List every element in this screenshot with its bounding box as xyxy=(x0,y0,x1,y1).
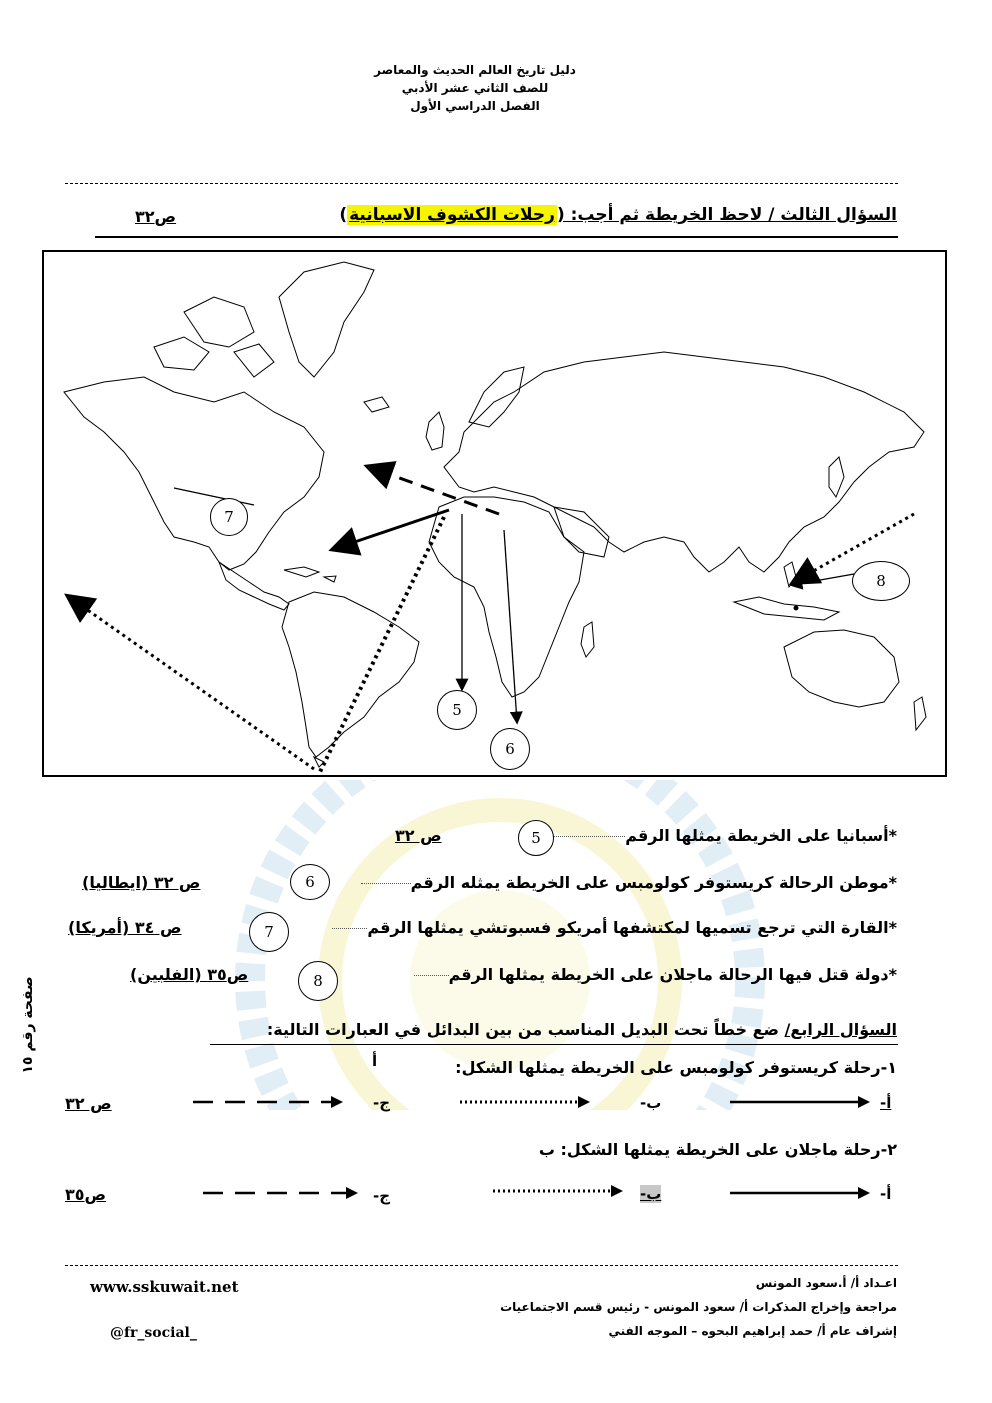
header-title-line2: للصف الثاني عشر الأدبي xyxy=(401,81,549,95)
q4-item-2-option-b: ب- xyxy=(640,1185,662,1203)
q3-item-4-answer: ص٣٥ (الفلبين) xyxy=(130,965,249,984)
landmass-greenland xyxy=(279,262,374,377)
pointer-6 xyxy=(504,530,517,722)
map-label-5: 5 xyxy=(437,690,477,730)
landmass-south-america xyxy=(282,592,419,757)
header-title-line3: الفصل الدراسي الأول xyxy=(410,99,540,113)
q3-item-1-answer: ص ٣٢ xyxy=(395,826,442,845)
footer-supervision: إشراف عام أ/ حمد إبراهيم البحوه – الموجه الفني xyxy=(608,1324,897,1338)
landmass-south-tip xyxy=(314,757,324,767)
q4-item-2-option-c: ج- xyxy=(373,1187,391,1205)
q4-item-2-option-a: أ- xyxy=(880,1185,892,1203)
map-label-6: 6 xyxy=(490,728,530,770)
landmass-new-zealand xyxy=(914,697,926,730)
q3-item-3-text: *القارة التي ترجع تسميها لمكتشفها أمريكو فسبوتشي يمثلها الرقم xyxy=(367,918,897,937)
landmass-north-america xyxy=(64,377,324,570)
q3-item-2-answer: ص ٣٢ (ايطاليا) xyxy=(82,873,201,892)
footer-prepared: اعـداد أ/ أ.سعود المونس xyxy=(755,1276,897,1290)
landmass-madagascar xyxy=(581,622,594,657)
page-number-text: صفحة رقم ١٥ xyxy=(20,976,36,1074)
q4-item-1-text: ١-رحلة كريستوفر كولومبس على الخريطة يمثلها الشكل: xyxy=(455,1058,897,1077)
landmass-central-america xyxy=(219,562,289,610)
landmass-indonesia xyxy=(734,597,839,620)
q4-underline xyxy=(210,1044,898,1045)
q3-item-1-text: *أسبانيا على الخريطة يمثلها الرقم xyxy=(625,826,897,845)
q4-item-2-dashed-arrow xyxy=(198,1183,363,1203)
landmass-philippines xyxy=(784,562,796,587)
q4-item-1-option-b: ب- xyxy=(640,1094,662,1112)
q4-item-2-page-ref: ص٣٥ xyxy=(65,1185,107,1204)
landmass-australia xyxy=(784,630,899,707)
answer-dots xyxy=(545,836,625,837)
q3-item-4-number: 8 xyxy=(298,961,338,1001)
q3-item-1 xyxy=(545,826,897,845)
footer-review: مراجعة وإخراج المذكرات أ/ سعود المونس - رئيس قسم الاجتماعيات xyxy=(500,1300,897,1314)
landmass-iceland xyxy=(364,397,389,412)
q4-title-rest: ضع خطاً تحت البديل المناسب من بين البدائل في العبارات التالية: xyxy=(266,1020,785,1039)
landmass-scandinavia xyxy=(469,367,524,427)
q3-item-2-text: *موطن الرحالة كريستوفر كولومبس على الخريطة يمثله الرقم xyxy=(410,873,897,892)
q4-title xyxy=(267,1020,897,1039)
footer-website-link[interactable]: www.sskuwait.net xyxy=(90,1278,239,1296)
q4-title-underlined: السؤال الرابع/ xyxy=(784,1020,897,1039)
answer-dots xyxy=(414,975,449,976)
map-label-8: 8 xyxy=(852,561,910,601)
q3-title xyxy=(339,205,897,225)
page-number-vertical xyxy=(12,960,52,1090)
q3-item-3 xyxy=(332,918,897,937)
answer-dots xyxy=(332,928,367,929)
q4-item-1-dotted-arrow xyxy=(455,1092,595,1112)
q4-item-1-option-c: ج- xyxy=(373,1094,391,1112)
q3-item-2 xyxy=(361,873,897,892)
q4-item-2-dotted-arrow xyxy=(488,1181,628,1201)
landmass-japan xyxy=(829,457,844,497)
landmass-caribbean xyxy=(284,567,336,582)
header-divider xyxy=(65,183,898,184)
q3-title-prefix: السؤال الثالث / لاحظ الخريطة ثم أجب: ( xyxy=(556,205,897,225)
q4-item-1-page-ref: ص ٣٢ xyxy=(65,1094,112,1113)
q4-item-1-answer: أ xyxy=(372,1052,378,1070)
landmass-arabia xyxy=(554,507,609,557)
footer-divider xyxy=(65,1265,898,1266)
route-dotted-pacific xyxy=(69,597,314,769)
q3-item-3-answer: ص ٣٤ (أمريكا) xyxy=(68,918,182,937)
q3-item-2-number: 6 xyxy=(290,864,330,900)
q3-page-ref: ص٣٢ xyxy=(135,207,177,226)
q4-item-1-solid-arrow xyxy=(725,1092,875,1112)
philippines-dot xyxy=(794,606,799,611)
footer-social-handle[interactable]: @fr_social_ xyxy=(110,1325,197,1341)
map-label-7: 7 xyxy=(210,498,248,536)
q4-item-1 xyxy=(455,1058,897,1077)
q4-item-2 xyxy=(539,1140,897,1159)
q3-underline xyxy=(95,236,898,238)
q3-title-suffix: ) xyxy=(339,205,348,225)
world-map xyxy=(42,250,947,777)
q3-item-4 xyxy=(414,965,897,984)
landmass-britain xyxy=(426,412,444,450)
q4-item-1-option-a: أ- xyxy=(880,1094,892,1112)
route-dotted-magellan xyxy=(319,517,444,774)
landmass-eurasia xyxy=(444,352,924,572)
landmass-arctic-islands xyxy=(154,297,274,377)
q4-item-2-solid-arrow xyxy=(725,1183,875,1203)
world-map-svg xyxy=(44,252,947,777)
answer-dots xyxy=(361,883,411,884)
q3-item-3-number: 7 xyxy=(249,912,289,952)
q3-title-highlight: رحلات الكشوف الاسبانية xyxy=(349,205,555,225)
q4-item-2-text: ٢-رحلة ماجلان على الخريطة يمثلها الشكل: ب xyxy=(538,1140,897,1159)
pointer-8 xyxy=(792,574,854,585)
header-title-line1: دليل تاريخ العالم الحديث والمعاصر xyxy=(374,63,576,77)
q3-item-4-text: *دولة قتل فيها الرحالة ماجلان على الخريطة يمثلها الرقم xyxy=(448,965,897,984)
q3-item-1-number: 5 xyxy=(518,820,554,856)
q4-item-1-dashed-arrow xyxy=(188,1092,348,1112)
